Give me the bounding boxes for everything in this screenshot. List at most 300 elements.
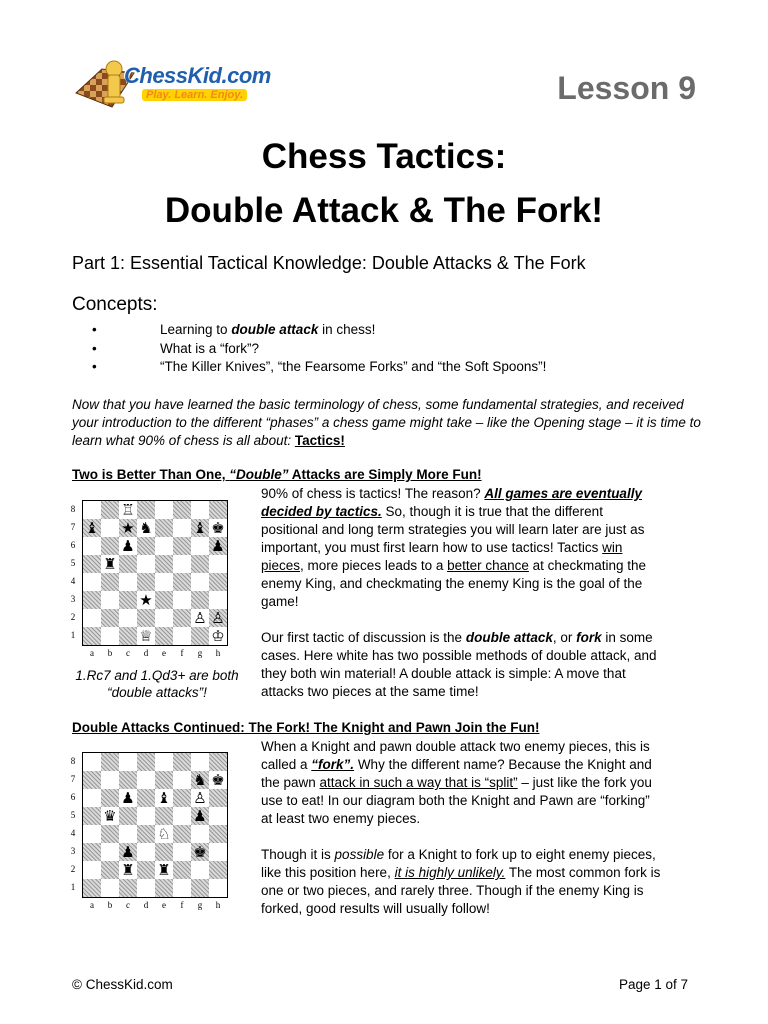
board-square-b2	[101, 861, 119, 879]
chess-piece	[137, 771, 155, 789]
chess-piece	[101, 789, 119, 807]
board-square-b4	[101, 573, 119, 591]
chess-piece	[191, 573, 209, 591]
board-square-b7	[101, 519, 119, 537]
board-square-e1	[155, 879, 173, 897]
chess-piece	[173, 537, 191, 555]
rank-label: 8	[70, 756, 76, 766]
bullet-icon: •	[92, 322, 97, 337]
chess-piece	[155, 501, 173, 519]
board-square-b6	[101, 537, 119, 555]
chess-piece: ♞	[193, 771, 207, 789]
board-square-d6	[137, 789, 155, 807]
chess-piece	[191, 825, 209, 843]
tactics-emphasis: Tactics!	[294, 433, 345, 448]
board-square-a5	[83, 555, 101, 573]
chess-piece: ♖	[121, 501, 135, 519]
bullet-icon: •	[92, 359, 97, 374]
logo-tagline: Play. Learn. Enjoy.	[142, 89, 247, 101]
board-square-d8	[137, 501, 155, 519]
chess-piece	[101, 501, 119, 519]
board-square-b4	[101, 825, 119, 843]
chess-piece	[137, 501, 155, 519]
rank-label: 5	[70, 558, 76, 568]
board-square-d3	[137, 843, 155, 861]
section2-heading: Double Attacks Continued: The Fork! The Knight and Pawn Join the Fun!	[72, 720, 540, 735]
board-square-c8	[119, 753, 137, 771]
rank-label: 1	[70, 630, 76, 640]
file-label: a	[90, 900, 94, 910]
board-square-h8	[209, 501, 227, 519]
board-square-d4	[137, 573, 155, 591]
board-square-c3	[119, 591, 137, 609]
chess-piece	[173, 573, 191, 591]
chess-piece	[209, 861, 227, 879]
board-square-c2	[119, 861, 137, 879]
chess-piece	[137, 537, 155, 555]
chess-piece: ♟	[211, 537, 225, 555]
board-square-b5	[101, 807, 119, 825]
section2-text	[261, 738, 661, 918]
board-square-a2	[83, 609, 101, 627]
board-square-d2	[137, 861, 155, 879]
chess-piece	[83, 609, 101, 627]
board-square-e4	[155, 825, 173, 843]
rank-label: 7	[70, 774, 76, 784]
intro-paragraph: Now that you have learned the basic terminology of chess, some fundamental strategies, and received your introduction to the different “phases” a chess game might take – like the Opening stage – it is time to learn what 90% of chess is all about: Tactics!	[72, 397, 701, 448]
chess-piece	[209, 555, 227, 573]
board-square-e8	[155, 501, 173, 519]
chess-piece	[101, 519, 119, 537]
chess-piece	[137, 879, 155, 897]
board-square-c7	[119, 519, 137, 537]
board-square-a3	[83, 591, 101, 609]
board-square-e3	[155, 591, 173, 609]
chess-piece	[173, 879, 191, 897]
chess-piece	[119, 609, 137, 627]
chess-piece: ♟	[121, 537, 135, 555]
board-square-d1	[137, 627, 155, 645]
rank-label: 3	[70, 846, 76, 856]
board-square-a7	[83, 771, 101, 789]
board-square-g4	[191, 573, 209, 591]
chess-piece: ♝	[85, 519, 99, 537]
page-title-line1: Chess Tactics:	[261, 137, 507, 176]
board-square-b8	[101, 753, 119, 771]
chess-piece: ♚	[211, 519, 225, 537]
chess-piece	[155, 843, 173, 861]
chess-piece: ♙	[193, 789, 207, 807]
list-item: • What is a “fork”?	[92, 340, 260, 356]
chess-piece	[83, 627, 101, 645]
chess-piece	[101, 537, 119, 555]
board-square-a6	[83, 789, 101, 807]
chess-piece: ♕	[139, 627, 153, 645]
chess-piece	[173, 753, 191, 771]
board-square-e7	[155, 519, 173, 537]
board-square-e5	[155, 555, 173, 573]
chess-piece	[209, 501, 227, 519]
board-square-c7	[119, 771, 137, 789]
file-label: d	[143, 900, 149, 910]
board-square-c8	[119, 501, 137, 519]
board-square-h4	[209, 825, 227, 843]
chess-piece	[83, 771, 101, 789]
rank-label: 7	[70, 522, 76, 532]
chess-piece	[83, 843, 101, 861]
chess-piece: ♔	[211, 627, 225, 645]
list-item: • “The Killer Knives”, “the Fearsome Forks” and “the Soft Spoons”!	[92, 359, 547, 374]
chess-piece	[137, 789, 155, 807]
board-square-h7	[209, 771, 227, 789]
section1-paragraph2: Our first tactic of discussion is the double attack, or fork in some cases. Here white has two possible methods of double attack, and they both win material! A double attack is simple: A move that attacks two pieces at the same time!	[261, 630, 657, 699]
board-square-f3	[173, 843, 191, 861]
lesson-number: Lesson 9	[557, 70, 696, 106]
board-square-g1	[191, 627, 209, 645]
board-square-b1	[101, 879, 119, 897]
file-label: h	[215, 648, 221, 658]
chess-piece: ★	[121, 519, 135, 537]
chess-piece	[191, 591, 209, 609]
chess-piece	[191, 555, 209, 573]
list-item: • Learning to double attack in chess!	[92, 322, 376, 337]
board-square-c5	[119, 555, 137, 573]
board-square-f1	[173, 879, 191, 897]
board-square-c6	[119, 537, 137, 555]
chess-piece	[137, 609, 155, 627]
chess-piece	[173, 861, 191, 879]
chess-piece	[137, 843, 155, 861]
section1-paragraph1: 90% of chess is tactics! The reason? All games are eventually decided by tactics. So, though it is true that the different positional and long term strategies you will learn later are just as important, you must first learn how to use tactics! Tactics win pieces, more pieces leads to a better chance at checkmating the enemy King, and checkmating the enemy King is the goal of the game!	[261, 486, 646, 609]
chess-piece	[191, 879, 209, 897]
page-number: Page 1 of 7	[618, 977, 688, 992]
board-square-g1	[191, 879, 209, 897]
chess-piece	[83, 807, 101, 825]
board-square-f2	[173, 609, 191, 627]
board-square-h3	[209, 591, 227, 609]
file-label: b	[107, 900, 113, 910]
chess-piece	[137, 555, 155, 573]
chess-piece	[101, 627, 119, 645]
board-square-a3	[83, 843, 101, 861]
chess-piece	[101, 879, 119, 897]
file-label: c	[126, 648, 130, 658]
chess-piece	[155, 627, 173, 645]
section1-text	[261, 485, 661, 701]
rank-label: 4	[70, 576, 76, 586]
chess-piece	[191, 537, 209, 555]
chess-piece	[155, 555, 173, 573]
rank-label: 2	[70, 864, 76, 874]
chess-piece	[191, 501, 209, 519]
chess-piece	[119, 555, 137, 573]
chess-piece	[119, 879, 137, 897]
board-square-f8	[173, 753, 191, 771]
chess-piece	[155, 879, 173, 897]
board-square-c1	[119, 627, 137, 645]
rank-label: 3	[70, 594, 76, 604]
chess-piece	[191, 753, 209, 771]
board-square-c1	[119, 879, 137, 897]
chessboard	[82, 752, 228, 898]
board-square-a4	[83, 825, 101, 843]
chess-piece	[173, 789, 191, 807]
board-square-h6	[209, 537, 227, 555]
chess-piece: ♜	[103, 555, 117, 573]
file-label: d	[143, 648, 149, 658]
chess-piece	[101, 861, 119, 879]
board-square-d1	[137, 879, 155, 897]
board-square-a6	[83, 537, 101, 555]
board-square-h3	[209, 843, 227, 861]
chess-piece	[209, 807, 227, 825]
board-square-a2	[83, 861, 101, 879]
chess-piece	[83, 825, 101, 843]
board-square-c4	[119, 573, 137, 591]
rank-label: 1	[70, 882, 76, 892]
file-label: e	[162, 900, 166, 910]
board-square-b7	[101, 771, 119, 789]
chess-piece	[83, 573, 101, 591]
chess-piece	[209, 879, 227, 897]
board-square-d5	[137, 807, 155, 825]
chess-piece	[119, 825, 137, 843]
chess-piece: ♛	[103, 807, 117, 825]
file-label: f	[180, 648, 184, 658]
board-square-f5	[173, 807, 191, 825]
rank-label: 6	[70, 792, 76, 802]
chess-piece	[119, 591, 137, 609]
rank-label: 4	[70, 828, 76, 838]
board-square-b6	[101, 789, 119, 807]
board-square-f1	[173, 627, 191, 645]
chess-piece: ♘	[157, 825, 171, 843]
concepts-heading: Concepts:	[72, 294, 158, 315]
chess-piece	[155, 807, 173, 825]
board-square-g2	[191, 609, 209, 627]
file-label: g	[197, 900, 203, 910]
chess-piece	[155, 771, 173, 789]
section2-paragraph2: Though it is possible for a Knight to fork up to eight enemy pieces, like this position here, it is highly unlikely. The most common fork is one or two pieces, and rarely three. Though if the enemy King is forked, good results will usually follow!	[261, 847, 661, 916]
board-square-a7	[83, 519, 101, 537]
chess-piece: ♞	[139, 519, 153, 537]
board-square-e7	[155, 771, 173, 789]
file-label: g	[197, 648, 203, 658]
file-label: c	[126, 900, 130, 910]
chess-piece	[101, 843, 119, 861]
chess-piece	[83, 789, 101, 807]
board-square-f4	[173, 573, 191, 591]
chess-piece: ♙	[211, 609, 225, 627]
chess-piece	[101, 753, 119, 771]
chess-piece	[119, 807, 137, 825]
chess-piece: ♟	[121, 843, 135, 861]
chess-piece	[173, 825, 191, 843]
chess-piece	[191, 861, 209, 879]
part-heading: Part 1: Essential Tactical Knowledge: Double Attacks & The Fork	[72, 253, 586, 273]
board-square-d3	[137, 591, 155, 609]
chessboard	[82, 500, 228, 646]
chess-piece	[119, 627, 137, 645]
chess-piece: ♝	[157, 789, 171, 807]
board-square-g3	[191, 591, 209, 609]
board-square-g2	[191, 861, 209, 879]
board-square-e8	[155, 753, 173, 771]
file-label: f	[180, 900, 184, 910]
chess-piece	[173, 591, 191, 609]
chess-piece: ♜	[121, 861, 135, 879]
chess-piece	[209, 789, 227, 807]
board-square-g6	[191, 537, 209, 555]
chess-piece	[155, 609, 173, 627]
chesskid-logo	[72, 55, 271, 113]
chess-piece: ♚	[211, 771, 225, 789]
board-square-b1	[101, 627, 119, 645]
board-square-b8	[101, 501, 119, 519]
chess-piece: ★	[139, 591, 153, 609]
board-square-e5	[155, 807, 173, 825]
chess-piece	[83, 555, 101, 573]
bullet-icon: •	[92, 340, 97, 356]
chess-piece: ♝	[193, 519, 207, 537]
concepts-list	[72, 322, 546, 378]
board-square-e1	[155, 627, 173, 645]
chess-piece	[173, 627, 191, 645]
board-square-c5	[119, 807, 137, 825]
chess-piece: ♜	[157, 861, 171, 879]
chess-piece	[101, 825, 119, 843]
chess-piece	[209, 573, 227, 591]
board-square-a8	[83, 501, 101, 519]
board-square-b5	[101, 555, 119, 573]
board-square-h2	[209, 609, 227, 627]
chess-piece	[191, 627, 209, 645]
board-square-g8	[191, 753, 209, 771]
board-square-d7	[137, 771, 155, 789]
board-square-g7	[191, 771, 209, 789]
file-label: b	[107, 648, 113, 658]
chess-piece: ♙	[193, 609, 207, 627]
chess-piece	[119, 771, 137, 789]
board-square-e6	[155, 789, 173, 807]
board-square-h2	[209, 861, 227, 879]
chess-piece	[137, 825, 155, 843]
chess-piece	[155, 519, 173, 537]
chess-piece	[173, 771, 191, 789]
board-square-d5	[137, 555, 155, 573]
board-square-a4	[83, 573, 101, 591]
chess-piece	[155, 591, 173, 609]
board-square-g5	[191, 555, 209, 573]
chess-piece	[155, 753, 173, 771]
chess-piece	[101, 573, 119, 591]
board-square-c6	[119, 789, 137, 807]
chess-piece	[137, 807, 155, 825]
page-title-line2: Double Attack & The Fork!	[164, 191, 604, 230]
rank-label: 5	[70, 810, 76, 820]
copyright: © ChessKid.com	[72, 977, 173, 992]
board-square-d2	[137, 609, 155, 627]
chess-piece: ♟	[193, 807, 207, 825]
board-square-b2	[101, 609, 119, 627]
chess-piece	[83, 861, 101, 879]
chess-piece: ♚	[193, 843, 207, 861]
section2-paragraph1: When a Knight and pawn double attack two enemy pieces, this is called a “fork”. Why the different name? Because the Knight and the pawn attack in such a way that is “split” – just like the fork you use to eat! In our diagram both the Knight and Pawn are “forking” at least two enemy pieces.	[261, 739, 652, 826]
chess-piece	[101, 591, 119, 609]
board-square-d7	[137, 519, 155, 537]
chess-piece	[119, 573, 137, 591]
chess-piece	[137, 753, 155, 771]
chess-piece	[83, 591, 101, 609]
board-square-h8	[209, 753, 227, 771]
chess-piece	[155, 573, 173, 591]
chess-piece	[209, 591, 227, 609]
board-square-d8	[137, 753, 155, 771]
board-square-g3	[191, 843, 209, 861]
board-square-e2	[155, 861, 173, 879]
chess-piece	[173, 609, 191, 627]
chess-piece	[101, 771, 119, 789]
chess-piece	[83, 501, 101, 519]
rank-label: 8	[70, 504, 76, 514]
chess-piece	[137, 573, 155, 591]
diagram-caption: 1.Rc7 and 1.Qd3+ are both “double attacks”!	[75, 668, 239, 700]
board-square-f6	[173, 537, 191, 555]
board-square-a1	[83, 627, 101, 645]
board-square-g6	[191, 789, 209, 807]
chess-piece	[173, 501, 191, 519]
board-square-d4	[137, 825, 155, 843]
board-square-g5	[191, 807, 209, 825]
board-square-f6	[173, 789, 191, 807]
chess-piece	[83, 753, 101, 771]
chess-piece	[173, 843, 191, 861]
chess-piece	[209, 753, 227, 771]
board-square-h5	[209, 555, 227, 573]
board-square-e4	[155, 573, 173, 591]
chess-piece	[119, 753, 137, 771]
board-square-e2	[155, 609, 173, 627]
board-square-h6	[209, 789, 227, 807]
board-square-b3	[101, 591, 119, 609]
board-square-f5	[173, 555, 191, 573]
board-square-e3	[155, 843, 173, 861]
chess-piece	[173, 555, 191, 573]
chess-piece	[209, 843, 227, 861]
board-square-f2	[173, 861, 191, 879]
board-square-e6	[155, 537, 173, 555]
board-square-h1	[209, 879, 227, 897]
board-square-h1	[209, 627, 227, 645]
board-square-c4	[119, 825, 137, 843]
board-square-c3	[119, 843, 137, 861]
chess-piece	[83, 879, 101, 897]
chess-piece	[209, 825, 227, 843]
board-square-f3	[173, 591, 191, 609]
board-square-f7	[173, 771, 191, 789]
board-square-a5	[83, 807, 101, 825]
board-square-f8	[173, 501, 191, 519]
rank-label: 6	[70, 540, 76, 550]
file-label: a	[90, 648, 94, 658]
board-square-g8	[191, 501, 209, 519]
board-square-a1	[83, 879, 101, 897]
board-square-a8	[83, 753, 101, 771]
board-square-f4	[173, 825, 191, 843]
board-square-g4	[191, 825, 209, 843]
board-square-b3	[101, 843, 119, 861]
chess-piece	[83, 537, 101, 555]
